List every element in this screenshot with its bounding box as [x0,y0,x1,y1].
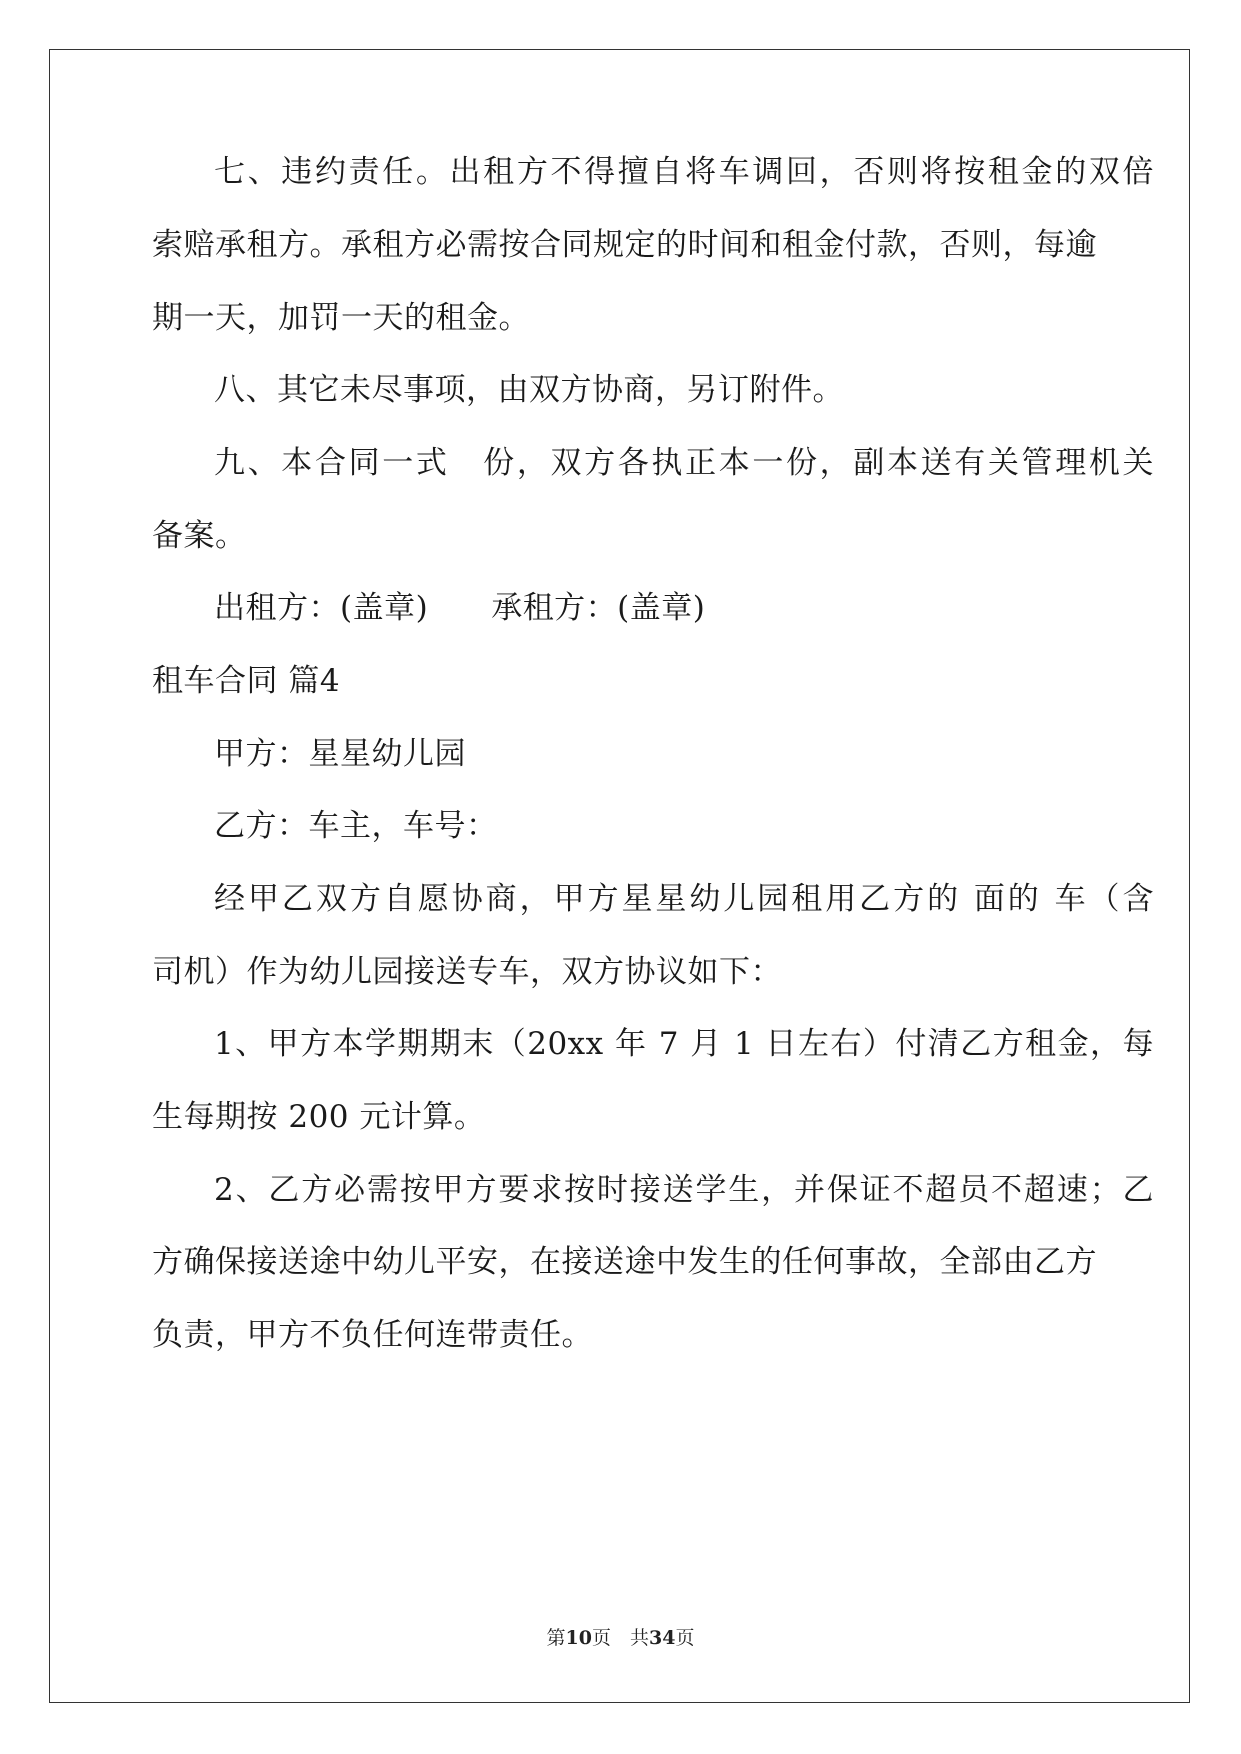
clause-7-line-3: 期一天，加罚一天的租金。 [152,300,530,336]
item-2-line-1: 2、乙方必需按甲方要求按时接送学生，并保证不超员不超速；乙 [214,1172,1154,1208]
section-heading: 租车合同 篇4 [152,663,341,699]
item-2-line-2: 方确保接送途中幼儿平安，在接送途中发生的任何事故，全部由乙方 [152,1244,1097,1280]
signature-line: 出租方：(盖章) 承租方：(盖章) [214,590,706,626]
clause-7-line-1: 七、违约责任。出租方不得擅自将车调回，否则将按租金的双倍 [214,154,1154,190]
intro-line-1: 经甲乙双方自愿协商，甲方星星幼儿园租用乙方的 面的 车（含 [214,881,1154,917]
clause-8-line-1: 八、其它未尽事项，由双方协商，另订附件。 [214,372,844,408]
page-footer [0,1626,1241,1650]
footer-mid: 页 共 [591,1627,649,1649]
item-2-line-3: 负责，甲方不负任何连带责任。 [152,1317,593,1353]
intro-line-2: 司机）作为幼儿园接送专车，双方协议如下： [152,954,782,990]
item-1-line-1: 1、甲方本学期期末（20xx 年 7 月 1 日左右）付清乙方租金，每 [214,1026,1154,1062]
clause-9-line-2: 备案。 [152,518,247,554]
footer-suffix: 页 [675,1627,695,1649]
clause-7-line-2: 索赔承租方。承租方必需按合同规定的时间和租金付款，否则，每逾 [152,227,1097,263]
page-number: 10 [565,1627,592,1649]
item-1-line-2: 生每期按 200 元计算。 [152,1099,486,1135]
party-a-line: 甲方：星星幼儿园 [214,736,466,772]
clause-9-line-1: 九、本合同一式 份，双方各执正本一份，副本送有关管理机关 [214,445,1154,481]
page-total: 34 [649,1627,676,1649]
footer-prefix: 第 [546,1627,566,1649]
party-b-line: 乙方：车主，车号： [214,808,498,844]
